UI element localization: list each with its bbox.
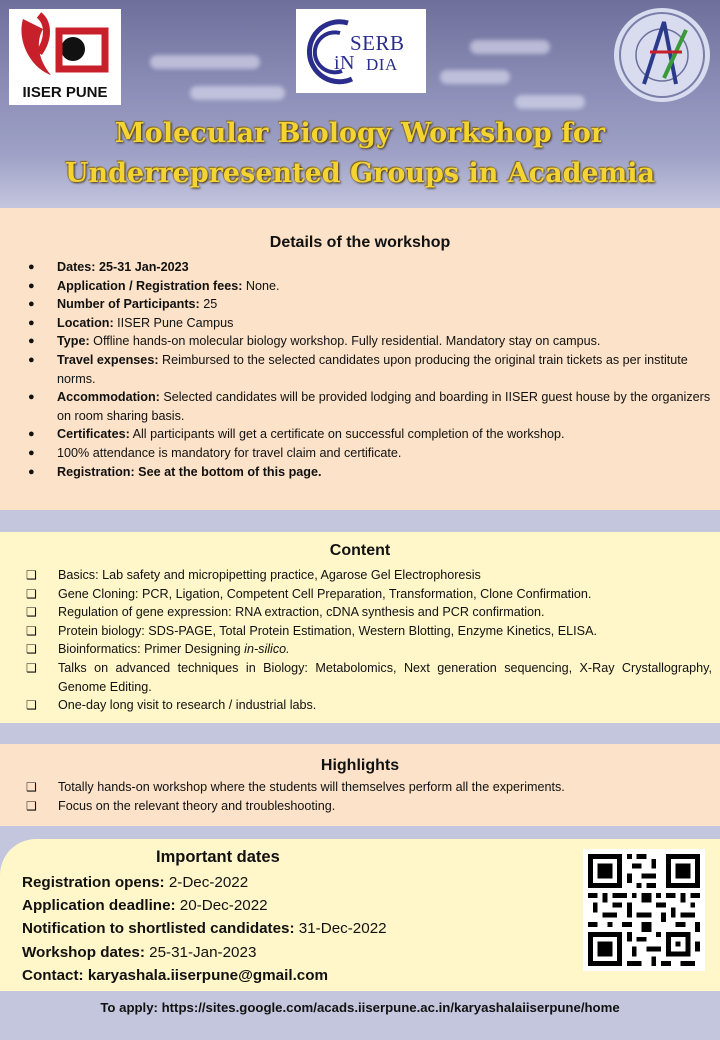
- checkbox-bullet-icon: ❑: [26, 642, 37, 657]
- wheel-emblem-icon: [614, 8, 710, 102]
- karyashala-logo: [614, 8, 710, 102]
- checkbox-bullet-icon: ❑: [26, 623, 37, 638]
- title-line-2: Underrepresented Groups in Academia: [64, 158, 656, 189]
- checkbox-bullet-icon: ❑: [26, 586, 37, 601]
- contact-email-link[interactable]: karyashala.iiserpune@gmail.com: [83, 966, 329, 984]
- bullet-icon: ●: [28, 316, 35, 329]
- highlights-list: [24, 778, 712, 815]
- list-item: ● Travel expenses: Reimbursed to the selected candidates upon producing the original train tickets as per institute norms.: [28, 352, 688, 386]
- iiser-emblem-icon: [9, 9, 121, 83]
- list-item: ❑ Totally hands-on workshop where the students will themselves perform all the experiments.: [24, 778, 712, 797]
- qr-code[interactable]: [583, 849, 705, 971]
- bullet-icon: ●: [28, 391, 35, 404]
- serb-logo-text: SERB: [350, 31, 405, 55]
- list-item: ● Location: IISER Pune Campus: [24, 314, 712, 333]
- highlights-section: [0, 744, 720, 826]
- svg-text:i: i: [334, 52, 340, 74]
- svg-text:N: N: [340, 52, 355, 74]
- list-item: ● Type: Offline hands-on molecular biology workshop. Fully residential. Mandatory stay on campus.: [24, 332, 712, 351]
- bullet-icon: ●: [28, 261, 35, 273]
- bullet-icon: ●: [28, 428, 35, 441]
- date-row: Workshop dates: 25-31-Jan-2023: [22, 943, 257, 961]
- details-section: [0, 208, 720, 510]
- list-item: ❑ Regulation of gene expression: RNA extraction, cDNA synthesis and PCR confirmation.: [24, 603, 712, 622]
- list-item: ● Application / Registration fees: None.: [24, 277, 712, 296]
- serb-india-logo: [296, 9, 426, 93]
- list-item: ❑ One-day long visit to research / industrial labs.: [24, 696, 712, 715]
- list-item: ● Certificates: All participants will get a certificate on successful completion of the workshop.: [24, 425, 712, 444]
- workshop-title: [0, 114, 720, 194]
- important-dates-section: [0, 839, 720, 991]
- details-list: [24, 258, 712, 481]
- checkbox-bullet-icon: ❑: [26, 660, 37, 675]
- list-item: ● Accommodation: Selected candidates will be provided lodging and boarding in IISER guest house by the organizers on room sharing basis.: [28, 390, 711, 423]
- bullet-icon: ●: [28, 298, 35, 311]
- serb-logo-subtext: DIA: [366, 55, 398, 74]
- apply-link[interactable]: To apply: https://sites.google.com/acads.iiserpune.ac.in/karyashalaiiserpune/home: [100, 1000, 620, 1015]
- date-row: Application deadline: 20-Dec-2022: [22, 897, 268, 915]
- content-list: [24, 566, 712, 715]
- list-item: ❑ Bioinformatics: Primer Designing in-silico.: [24, 640, 712, 659]
- list-item: ● 100% attendance is mandatory for travel claim and certificate.: [24, 444, 712, 463]
- bullet-icon: ●: [28, 335, 35, 348]
- qr-code-icon: [583, 849, 705, 971]
- iiser-pune-logo: [9, 9, 121, 105]
- checkbox-bullet-icon: ❑: [26, 605, 37, 620]
- important-dates-heading: Important dates: [156, 848, 280, 866]
- checkbox-bullet-icon: ❑: [26, 698, 37, 713]
- list-item: ● Number of Participants: 25: [24, 295, 712, 314]
- bullet-icon: ●: [28, 465, 35, 478]
- bullet-icon: ●: [28, 446, 35, 459]
- content-section: [0, 532, 720, 723]
- list-item: ● Dates: 25-31 Jan-2023: [24, 258, 712, 277]
- checkbox-bullet-icon: ❑: [26, 568, 37, 582]
- list-item: ❑ Focus on the relevant theory and troubleshooting.: [24, 797, 712, 816]
- list-item: ❑ Gene Cloning: PCR, Ligation, Competent Cell Preparation, Transformation, Clone Confirmation.: [24, 585, 712, 604]
- date-row: Registration opens: 2-Dec-2022: [22, 874, 249, 891]
- header-banner: [0, 0, 720, 208]
- bullet-icon: ●: [28, 279, 35, 292]
- list-item: ● Registration: See at the bottom of this page.: [24, 463, 712, 482]
- highlights-heading: Highlights: [320, 757, 400, 774]
- date-row: Notification to shortlisted candidates: 31-Dec-2022: [22, 920, 387, 938]
- contact-row: Contact: karyashala.iiserpune@gmail.com: [22, 966, 329, 984]
- content-heading: Content: [329, 542, 391, 559]
- bullet-icon: ●: [28, 353, 35, 366]
- list-item: ❑ Talks on advanced techniques in Biology: Metabolomics, Next generation sequencing, X-Ray Crystallography, Genome Editing.: [26, 660, 712, 694]
- checkbox-bullet-icon: ❑: [26, 798, 37, 813]
- important-dates-list: [22, 871, 387, 987]
- title-line-1: Molecular Biology Workshop for: [114, 118, 606, 149]
- iiser-logo-text: IISER PUNE: [22, 84, 108, 101]
- list-item: ❑ Protein biology: SDS-PAGE, Total Protein Estimation, Western Blotting, Enzyme Kinetics, ELISA.: [24, 622, 712, 641]
- details-heading: Details of the workshop: [269, 234, 451, 251]
- checkbox-bullet-icon: ❑: [26, 780, 37, 794]
- list-item: ❑ Basics: Lab safety and micropipetting practice, Agarose Gel Electrophoresis: [24, 566, 712, 585]
